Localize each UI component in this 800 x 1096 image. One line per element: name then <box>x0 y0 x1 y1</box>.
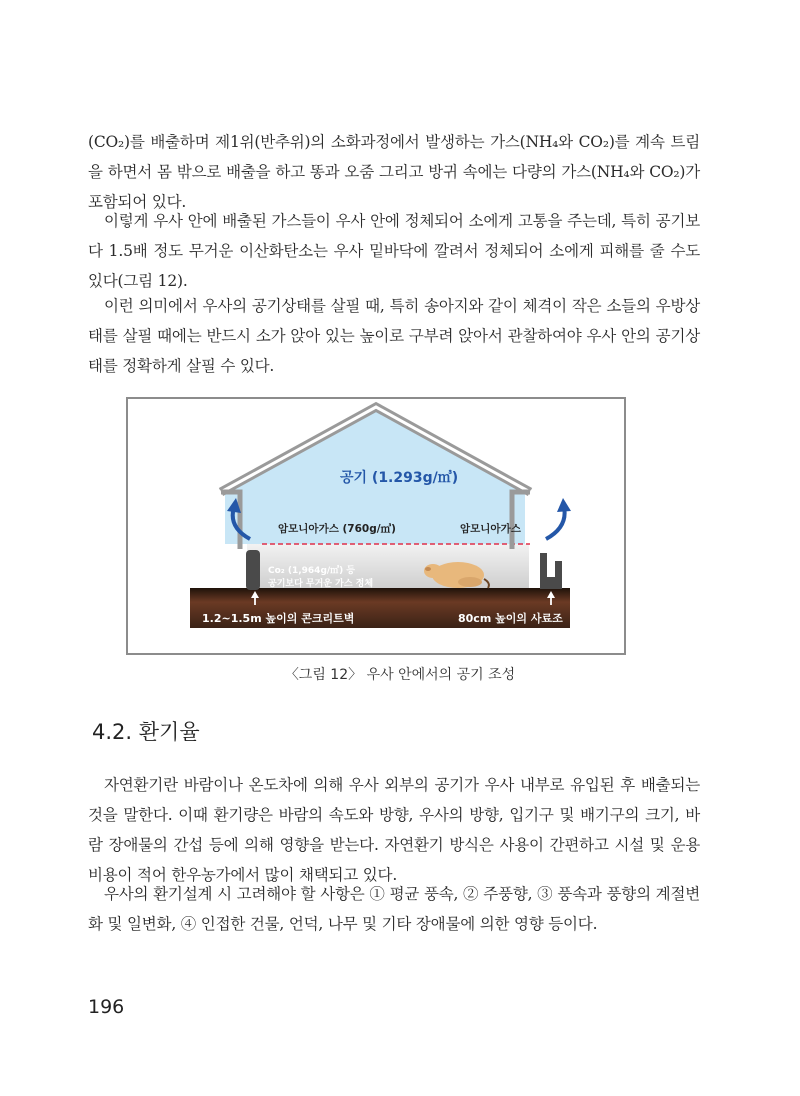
concrete-wall-label: 1.2~1.5m 높이의 콘크리트벽 <box>202 612 355 625</box>
air-density-label: 공기 (1.293g/㎥) <box>340 470 459 486</box>
co2-density-label: Co₂ (1,964g/㎥) 등 <box>268 566 356 576</box>
ammonia-right-label: 암모니아가스 <box>460 523 521 535</box>
section-title: 4.2. 환기율 <box>92 720 200 744</box>
feed-trough <box>540 553 562 589</box>
concrete-wall <box>246 550 260 590</box>
barn-air-composition-figure <box>126 397 626 655</box>
paragraph-gas-stagnation: 이렇게 우사 안에 배출된 가스들이 우사 안에 정체되어 소에게 고통을 주는데, 특히 공기보다 1.5배 정도 무거운 이산화탄소는 우사 밑바닥에 깔려서 정체되어 소에게 피해를 줄 수도 있다(그림 12). <box>88 212 700 290</box>
paragraph-ventilation-design: 우사의 환기설계 시 고려해야 할 사항은 ① 평균 풍속, ② 주풍향, ③ 풍속과 풍향의 계절변화 및 일변화, ④ 인접한 건물, 언덕, 나무 및 기타 장애물에 의한 영향 등이다. <box>88 885 700 933</box>
page-number: 196 <box>88 996 125 1018</box>
paragraph-natural-ventilation: 자연환기란 바람이나 온도차에 의해 우사 외부의 공기가 우사 내부로 유입된 후 배출되는 것을 말한다. 이때 환기량은 바람의 속도와 방향, 우사의 방향, 입기구 및 배기구의 크기, 바람 장애물의 간섭 등에 의해 영향을 받는다. 자연환기 방식은 사용이 간편하고 시설 및 운용 비용이 적어 한우농가에서 많이 채택되고 있다. <box>88 776 700 884</box>
feed-trough-label: 80cm 높이의 사료조 <box>458 612 563 625</box>
ammonia-left-label: 암모니아가스 (760g/㎥) <box>278 523 396 535</box>
paragraph-air-inspection: 이런 의미에서 우사의 공기상태를 살필 때, 특히 송아지와 같이 체격이 작은 소들의 우방상태를 살필 때에는 반드시 소가 앉아 있는 높이로 구부려 앉아서 관찰하여야 우사 안의 공기상태를 정확하게 살필 수 있다. <box>88 297 700 375</box>
paragraph-gas-emission: (CO₂)를 배출하며 제1위(반추위)의 소화과정에서 발생하는 가스(NH₄와 CO₂)를 계속 트림을 하면서 몸 밖으로 배출을 하고 똥과 오줌 그리고 방귀 속에는 다량의 가스(NH₄와 CO₂)가 포함되어 있다. <box>88 133 700 211</box>
heavy-gas-label: 공기보다 무거운 가스 정체 <box>268 579 374 589</box>
right-vent-arrow-icon <box>546 498 571 539</box>
figure-caption: 〈그림 12〉 우사 안에서의 공기 조성 <box>284 667 516 683</box>
